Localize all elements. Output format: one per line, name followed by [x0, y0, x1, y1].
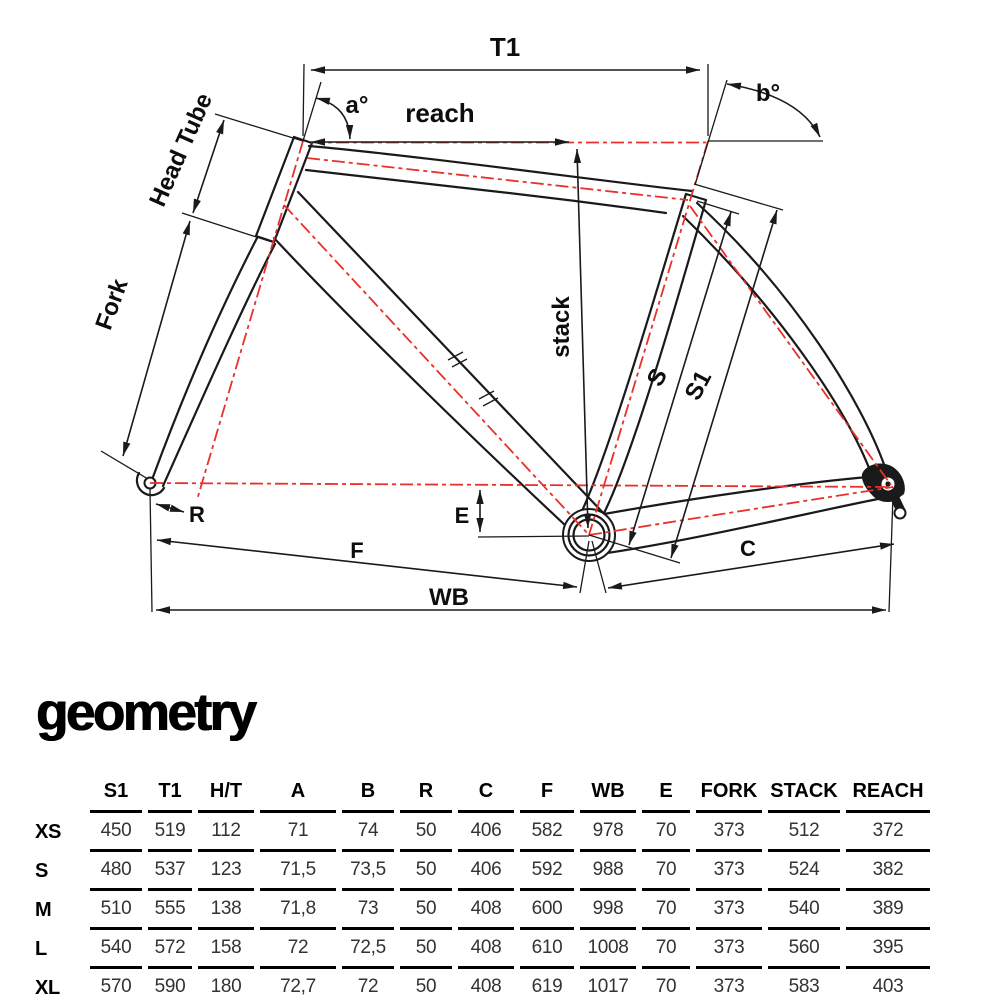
col-header-reach: REACH [846, 772, 930, 813]
cell: 1017 [580, 969, 636, 1000]
bike-frame-outline [137, 137, 906, 561]
cell: 74 [342, 813, 394, 852]
row-label-l: L [35, 938, 47, 960]
cell: 406 [458, 852, 514, 891]
table-row-l [34, 930, 930, 969]
row-label-s: S [35, 860, 49, 882]
centerlines [150, 141, 893, 535]
cell: 610 [520, 930, 574, 969]
cell: 73 [342, 891, 394, 930]
col-header-r: R [400, 772, 452, 813]
col-header-s1: S1 [90, 772, 142, 813]
col-header-f: F [520, 772, 574, 813]
cell: 403 [846, 969, 930, 1000]
label-e: E [454, 503, 470, 528]
cell: 583 [768, 969, 840, 1000]
cell: 450 [90, 813, 142, 852]
cell: 480 [90, 852, 142, 891]
col-header-c: C [458, 772, 514, 813]
header-corner [34, 772, 84, 813]
cell: 408 [458, 930, 514, 969]
cell: 372 [846, 813, 930, 852]
cell: 50 [400, 969, 452, 1000]
cell: 373 [696, 813, 762, 852]
cell: 50 [400, 813, 452, 852]
cell: 1008 [580, 930, 636, 969]
label-r: R [189, 502, 205, 527]
col-header-wb: WB [580, 772, 636, 813]
cell: 50 [400, 891, 452, 930]
label-s1: S1 [679, 366, 718, 405]
cell: 70 [642, 852, 690, 891]
cell: 50 [400, 852, 452, 891]
cell: 406 [458, 813, 514, 852]
cell: 158 [198, 930, 254, 969]
label-fork: Fork [90, 275, 134, 334]
cell: 512 [768, 813, 840, 852]
cell: 112 [198, 813, 254, 852]
cell: 71,5 [260, 852, 336, 891]
cell: 70 [642, 813, 690, 852]
label-head-tube: Head Tube [144, 89, 219, 211]
cell: 540 [90, 930, 142, 969]
label-wb: WB [429, 584, 469, 611]
cell: 50 [400, 930, 452, 969]
cell: 72,7 [260, 969, 336, 1000]
cell: 519 [148, 813, 192, 852]
cell: 71,8 [260, 891, 336, 930]
col-header-e: E [642, 772, 690, 813]
row-label-xl: XL [35, 977, 60, 999]
cell: 555 [148, 891, 192, 930]
col-header-b: B [342, 772, 394, 813]
cell: 619 [520, 969, 574, 1000]
label-f: F [350, 538, 364, 563]
label-a-angle: a° [345, 92, 369, 119]
extension-lines [101, 64, 893, 612]
cell: 560 [768, 930, 840, 969]
cell: 978 [580, 813, 636, 852]
dimension-lines [123, 70, 894, 610]
cell: 73,5 [342, 852, 394, 891]
col-header-t1: T1 [148, 772, 192, 813]
cell: 382 [846, 852, 930, 891]
cell: 582 [520, 813, 574, 852]
cell: 138 [198, 891, 254, 930]
geometry-table [28, 772, 936, 1000]
cell: 570 [90, 969, 142, 1000]
cell: 998 [580, 891, 636, 930]
cell: 408 [458, 969, 514, 1000]
cell: 395 [846, 930, 930, 969]
col-header-a: A [260, 772, 336, 813]
table-header-row [34, 772, 930, 813]
cell: 572 [148, 930, 192, 969]
cell: 408 [458, 891, 514, 930]
cell: 373 [696, 969, 762, 1000]
cell: 70 [642, 969, 690, 1000]
cell: 72 [260, 930, 336, 969]
label-b-angle: b° [755, 80, 781, 107]
table-row-xs [34, 813, 930, 852]
label-s: S [641, 364, 674, 391]
cell: 71 [260, 813, 336, 852]
cell: 600 [520, 891, 574, 930]
cell: 70 [642, 930, 690, 969]
cell: 72 [342, 969, 394, 1000]
col-header-fork: FORK [696, 772, 762, 813]
row-label-m: M [35, 899, 52, 921]
cell: 988 [580, 852, 636, 891]
cell: 70 [642, 891, 690, 930]
table-row-xl [34, 969, 930, 1000]
table-row-s [34, 852, 930, 891]
cell: 72,5 [342, 930, 394, 969]
cell: 510 [90, 891, 142, 930]
cell: 123 [198, 852, 254, 891]
cell: 540 [768, 891, 840, 930]
cell: 373 [696, 891, 762, 930]
cell: 373 [696, 930, 762, 969]
label-stack: stack [548, 296, 575, 358]
cell: 373 [696, 852, 762, 891]
label-reach: reach [405, 98, 475, 128]
label-t1: T1 [489, 32, 521, 62]
cell: 180 [198, 969, 254, 1000]
label-c: C [740, 536, 756, 561]
cell: 524 [768, 852, 840, 891]
col-header-ht: H/T [198, 772, 254, 813]
cell: 389 [846, 891, 930, 930]
row-label-xs: XS [35, 821, 62, 843]
cell: 590 [148, 969, 192, 1000]
cell: 537 [148, 852, 192, 891]
table-row-m [34, 891, 930, 930]
cell: 592 [520, 852, 574, 891]
section-title: geometry [36, 683, 255, 742]
col-header-stack: STACK [768, 772, 840, 813]
